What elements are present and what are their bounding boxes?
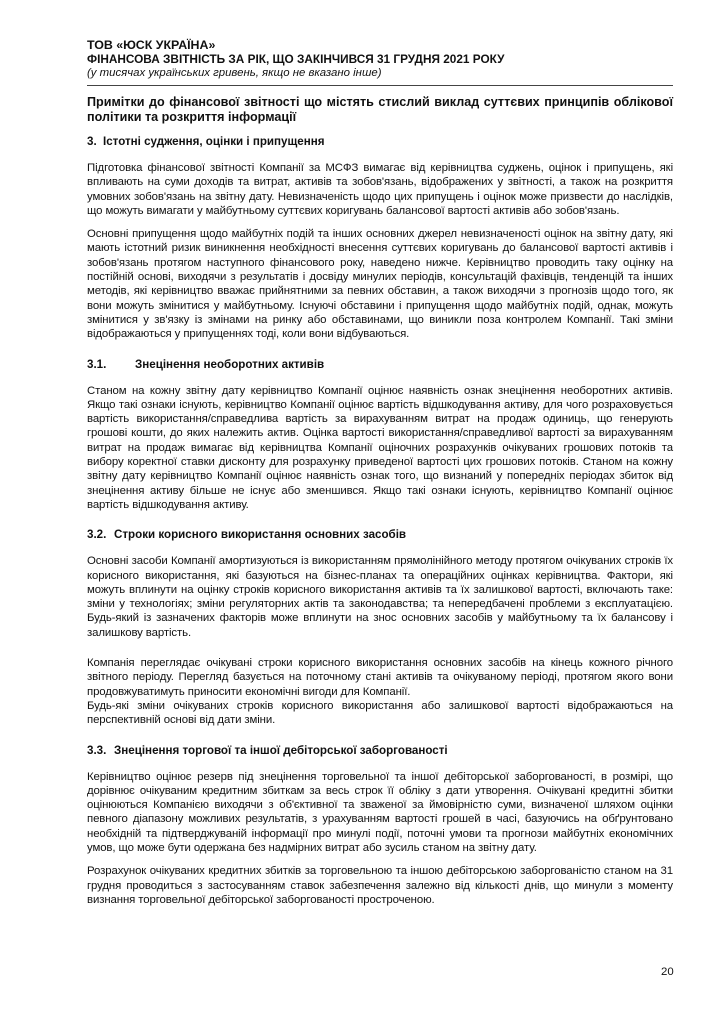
document-page [87,38,673,916]
section-title: Строки корисного використання основних засобів [114,528,407,542]
section-number: 3.2. [87,528,107,542]
section-heading-3 [87,135,673,149]
section-number: 3. [87,135,97,148]
paragraph: Підготовка фінансової звітності Компанії за МСФЗ вимагає від керівництва суджень, оцінок і припущень, які впливають на суми доходів та витрат, активів та зобов'язань, відображених у звітності, а також на розкриття умовних зобов'язань на звітну дату. Невизначеність щодо цих припущень і оцінок може призвести до наслідків, що можуть вимагати у майбутньому суттєвих коригувань балансової вартості активів або зобов'язань. [87,162,673,217]
paragraph: Станом на кожну звітну дату керівництво Компанії оцінює наявність ознак знецінення необоротних активів. Якщо такі ознаки існують, керівництво Компанії оцінює вартість відшкодування активу, для чого розраховується вартість використання/справедлива вартість за вирахуванням витрат на продаж одиниць, що генерують грошові кошти, до яких належить актив. Оцінка вартості використання/справедливої вартості за вирахуванням витрат на продаж вимагає від керівництва Компанії оціночних розрахунків очікуваних грошових потоків та вибору коректної ставки дисконту для розрахунку приведеної вартості цих грошових потоків. Станом на кожну звітну дату керівництво Компанії оцінює наявність ознак того, що визнаний у попередніх періодах збиток від знецінення активу більше не існує або зменшився. Якщо такі ознаки існують, керівництво Компанії оцінює вартість відшкодування активу. [87,384,673,511]
paragraph: Основні засоби Компанії амортизуються із використанням прямолінійного методу протягом очікуваних строків їх корисного використання, які базуються на бізнес-планах та операційних оцінках керівництва. Фактори, які можуть вплинути на оцінку строків корисного використання активів та їх залишкової вартості, включають таке: зміни у технологіях; зміни регуляторних актів та законодавства; та непередбачені проблеми з експлуатацією. Будь-який із зазначених факторів може вплинути на знос основних засобів у майбутньому та їх балансову і залишкову вартість. [87,555,673,639]
section-number: 3.1. [87,357,107,371]
document-title: Примітки до фінансової звітності що містять стислий виклад суттєвих принципів облікової політики та розкриття інформації [87,95,673,124]
units-note: (у тисячах українських гривень, якщо не вказано інше) [87,67,382,79]
company-name: ТОВ «ЮСК УКРАЇНА» [87,38,216,52]
report-title: ФІНАНСОВА ЗВІТНІСТЬ ЗА РІК, ЩО ЗАКІНЧИВСЯ 31 ГРУДНЯ 2021 РОКУ [87,52,505,66]
paragraph: Будь-які зміни очікуваних строків корисного використання або залишкової вартості відображаються на перспективній основі від дати зміни. [87,699,673,727]
section-heading-3-3 [87,744,673,758]
section-heading-3-2 [87,528,673,542]
section-title: Істотні судження, оцінки і припущення [103,135,325,148]
page-number: 20 [661,966,674,978]
section-number: 3.3. [87,743,107,757]
section-title: Знецінення торгової та іншої дебіторської заборгованості [114,743,448,757]
header-divider [87,85,673,86]
section-title: Знецінення необоротних активів [135,357,325,371]
paragraph: Компанія переглядає очікувані строки корисного використання основних засобів на кінець кожного річного звітного періоду. Перегляд базується на поточному стані активів та очікуваному періоді, протягом якого вони продовжуватимуть приносити економічні вигоди для Компанії. [87,657,673,698]
paragraph: Розрахунок очікуваних кредитних збитків за торговельною та іншою дебіторською заборгованістю станом на 31 грудня проводиться з застосуванням ставок забезпечення залежно від кількості днів, що минули з моменту визнання торговельної дебіторської заборгованості простроченою. [87,865,673,906]
paragraph: Керівництво оцінює резерв під знецінення торговельної та іншої дебіторської заборгованості, в розмірі, що дорівнює очікуваним кредитним збиткам за весь строк її обліку з дати утворення. Очікувані кредитні збитки оцінюються Компанією виходячи з об'єктивної та зваженої за ймовірністю суми, визначеної шляхом оцінки певного діапазону можливих результатів, з урахуванням вартості грошей в часі, базуючись на обґрунтовано необхідній та підтверджуваній інформації про минулі події, поточні умови та прогнози майбутніх економічних умов, що може бути одержана без надмірних витрат або зусиль станом на звітну дату. [87,770,673,854]
section-heading-3-1 [87,358,673,372]
paragraph: Основні припущення щодо майбутніх подій та інших основних джерел невизначеності оцінок на звітну дату, які мають істотний ризик виникнення необхідності внесення суттєвих коригувань до балансової вартості активів і зобов'язань протягом наступного фінансового року, наведено нижче. Керівництво проводить таку оцінку на постійній основі, виходячи з результатів і досвіду минулих періодів, консультацій фахівців, тенденцій та інших методів, які керівництво вважає прийнятними за певних обставин, а також виходячи з прогнозів щодо того, як вони можуть змінитися у майбутньому. Існуючі обставини і припущення щодо майбутніх подій, однак, можуть змінитися у зв'язку із змінами на ринку або обставинами, що виникли поза контролем Компанії. Такі зміни відображаються у припущеннях тоді, коли вони відбуваються. [87,228,673,341]
